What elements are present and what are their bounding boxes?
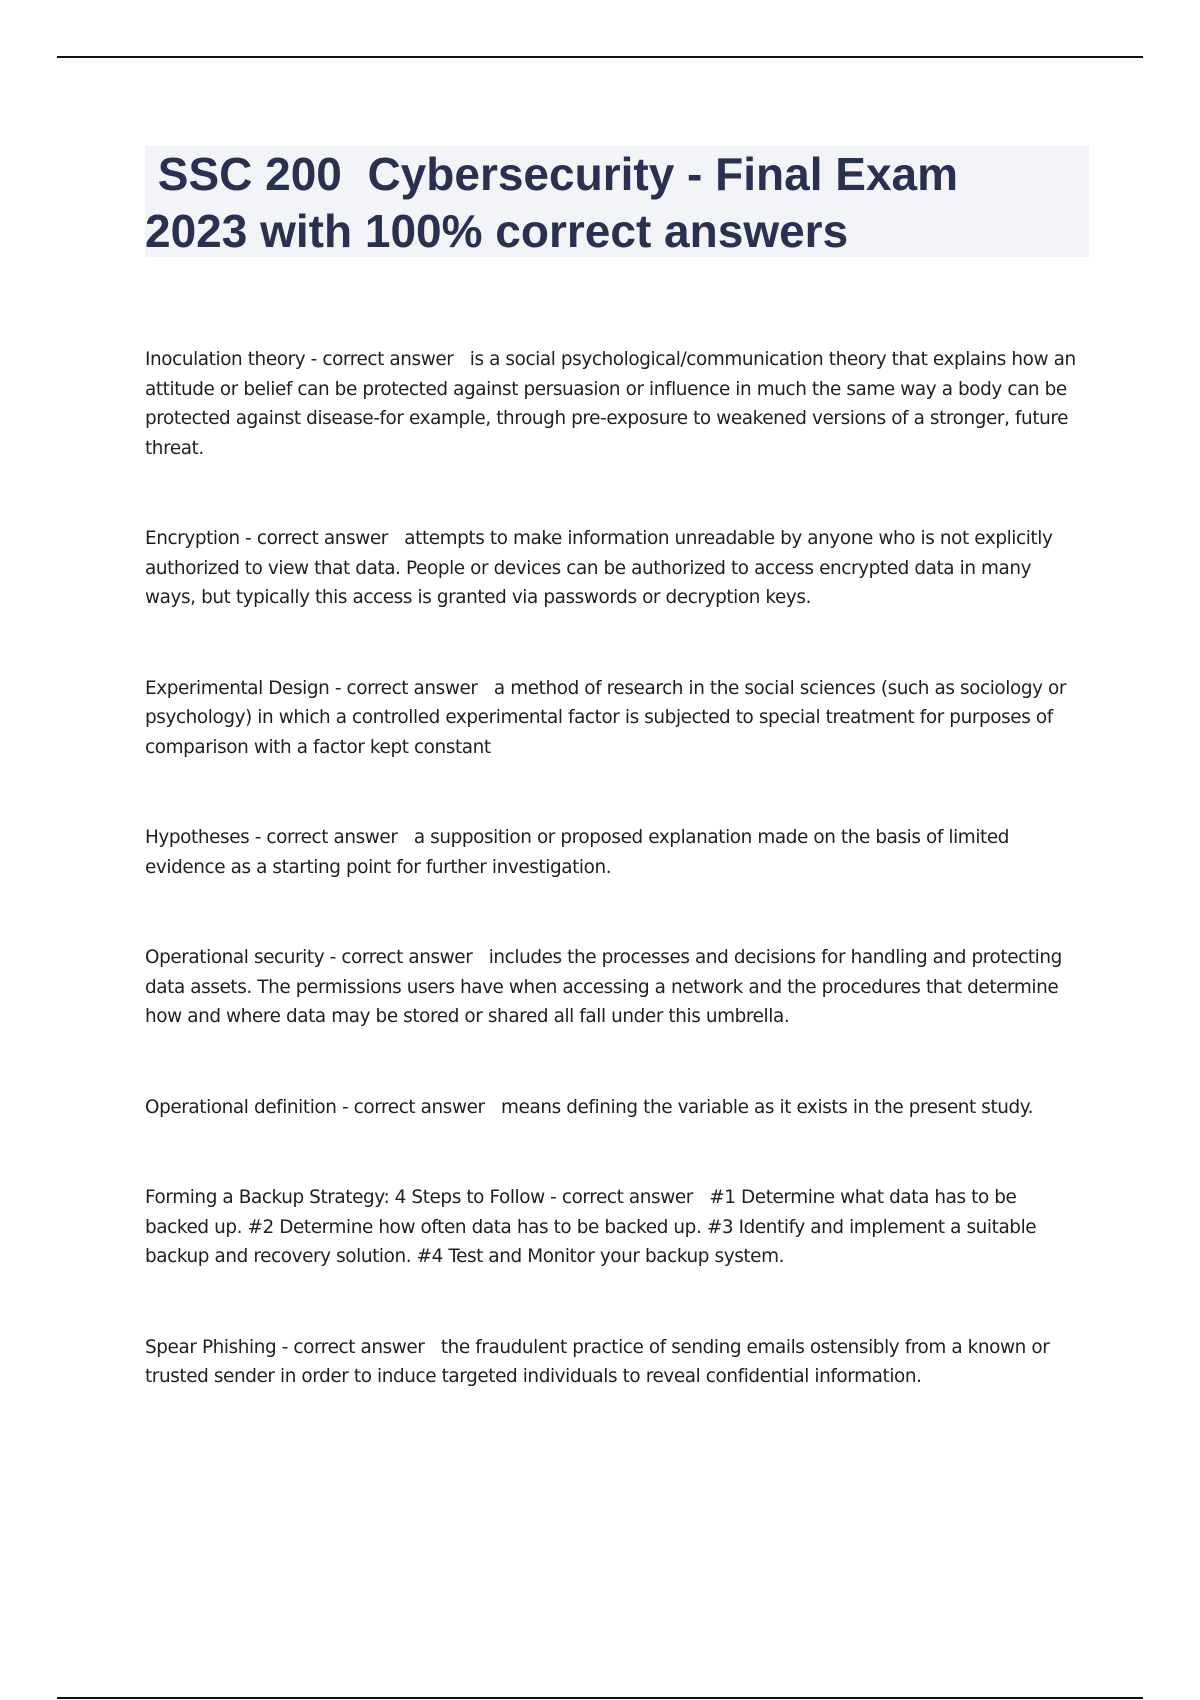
entry-term: Encryption xyxy=(145,528,240,549)
entry-operational-definition xyxy=(145,1093,1085,1123)
entry-separator: - correct answer xyxy=(276,1336,441,1358)
entry-separator: - correct answer xyxy=(336,1096,502,1118)
entry-definition: is a social psychological/communication theory that explains how an attitude or belief can be protected against persuasion or influence in much the same way a body can be protected against disease-for example, through pre-exposure to weakened versions of a stronger, future threat. xyxy=(145,349,1082,459)
entry-hypotheses xyxy=(145,823,1085,882)
entry-term: Inoculation theory xyxy=(145,349,306,370)
entry-term: Forming a Backup Strategy: 4 Steps to Follow xyxy=(145,1187,545,1208)
entry-list xyxy=(145,345,1085,1392)
entry-separator: - correct answer xyxy=(329,677,494,699)
entry-definition: the fraudulent practice of sending emails ostensibly from a known or trusted sender in order to induce targeted individuals to reveal confidential information. xyxy=(145,1336,1055,1387)
entry-spear-phishing xyxy=(145,1333,1085,1392)
entry-definition: attempts to make information unreadable by anyone who is not explicitly authorized to view that data. People or devices can be authorized to access encrypted data in many ways, but typically this access is granted via passwords or decryption keys. xyxy=(145,528,1058,608)
entry-separator: - correct answer xyxy=(305,349,470,370)
entry-term: Experimental Design xyxy=(145,677,330,699)
document-title: SSC 200 Cybersecurity - Final Exam 2023 with 100% correct answers xyxy=(145,148,959,257)
entry-separator: - correct answer xyxy=(239,528,405,549)
bottom-rule xyxy=(57,1697,1143,1699)
entry-definition: a supposition or proposed explanation made on the basis of limited evidence as a starting point for further investigation. xyxy=(145,827,1015,878)
entry-backup-strategy xyxy=(145,1183,1085,1272)
entry-inoculation-theory xyxy=(145,345,1085,463)
entry-separator: - correct answer xyxy=(249,827,414,848)
entry-operational-security xyxy=(145,943,1085,1032)
entry-encryption xyxy=(145,524,1085,613)
entry-experimental-design xyxy=(145,674,1085,763)
top-rule xyxy=(57,56,1143,58)
entry-term: Operational security xyxy=(145,947,325,968)
entry-term: Hypotheses xyxy=(145,827,250,848)
entry-definition: #1 Determine what data has to be backed up. #2 Determine how often data has to be backed up. #3 Identify and implement a suitable backup and recovery solution. #4 Test and Monitor your backup system. xyxy=(145,1187,1042,1267)
entry-term: Operational definition xyxy=(145,1096,337,1118)
entry-definition: means defining the variable as it exists in the present study. xyxy=(501,1096,1034,1118)
entry-definition: includes the processes and decisions for handling and protecting data assets. The permissions users have when accessing a network and the procedures that determine how and where data may be stored or shared all fall under this umbrella. xyxy=(145,947,1068,1027)
entry-definition: a method of research in the social sciences (such as sociology or psychology) in which a controlled experimental factor is subjected to special treatment for purposes of comparison with a factor kept constant xyxy=(145,677,1072,758)
entry-separator: - correct answer xyxy=(544,1187,710,1208)
entry-separator: - correct answer xyxy=(324,947,489,968)
entry-term: Spear Phishing xyxy=(145,1336,277,1358)
